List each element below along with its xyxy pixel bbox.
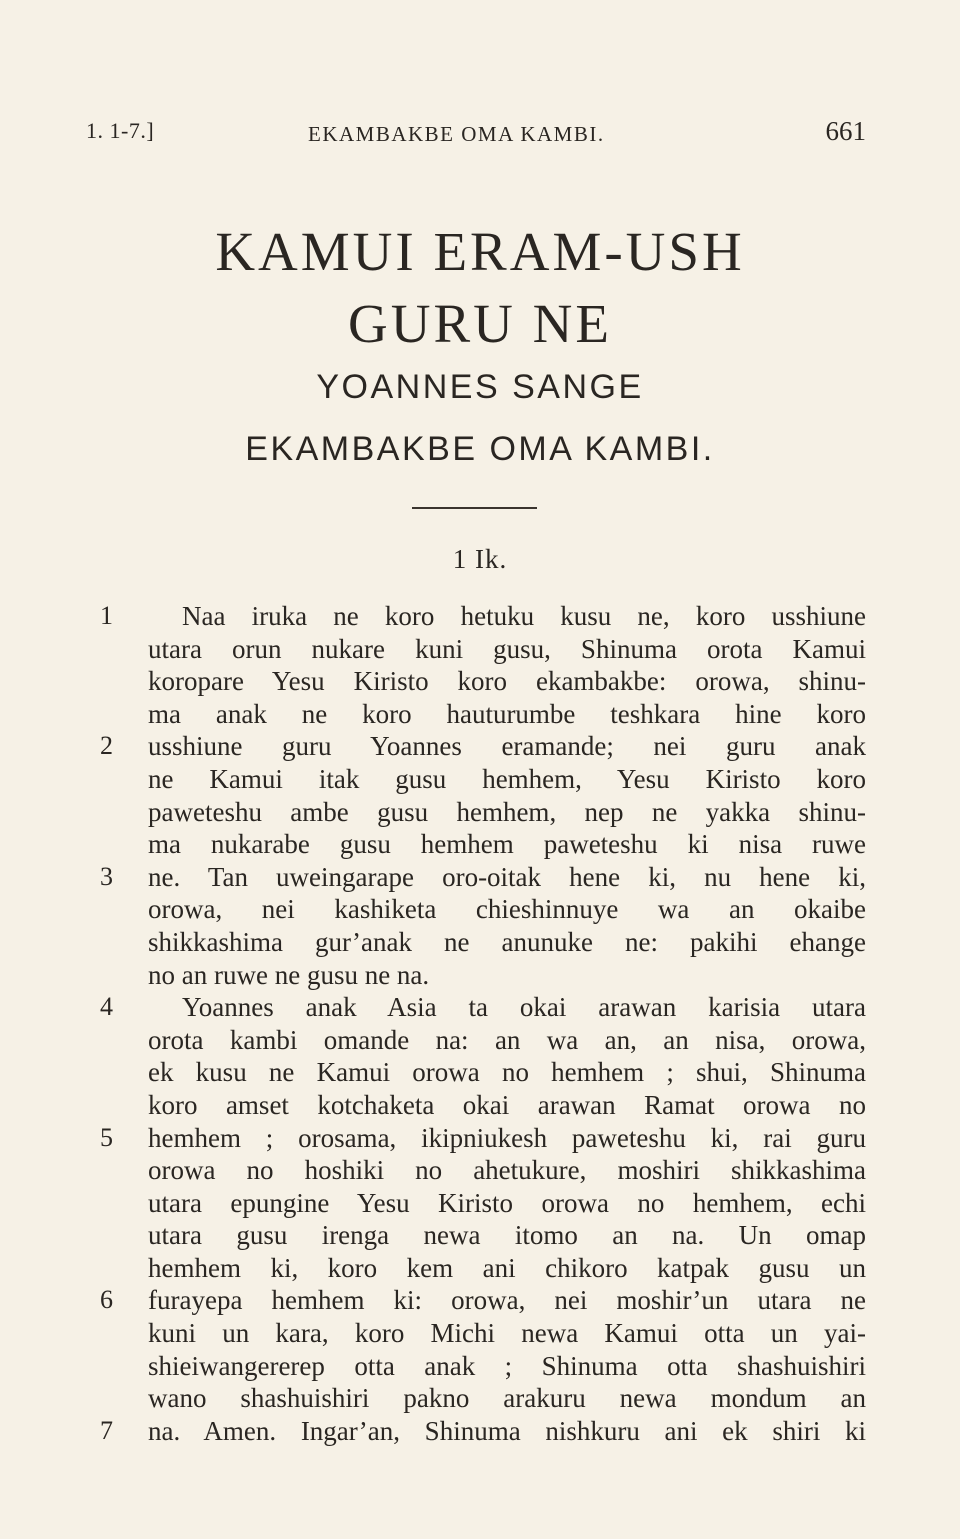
- book-title-line-2: GURU NE: [348, 293, 612, 354]
- verse-number: 2: [100, 731, 113, 761]
- verse-number: 6: [100, 1285, 113, 1315]
- line-text: hemhem ; orosama, ikipniukesh paweteshu ki, rai guru: [148, 1122, 866, 1153]
- text-line: [100, 861, 866, 894]
- line-text: utara epungine Yesu Kiristo orowa no hemhem, echi: [148, 1187, 866, 1218]
- text-line: [100, 730, 866, 763]
- book-subtitle-line-2: EKAMBAKBE OMA KAMBI.: [245, 430, 715, 468]
- text-line: [148, 1219, 866, 1252]
- text-line: [100, 1284, 866, 1317]
- line-text: ne Kamui itak gusu hemhem, Yesu Kiristo koro: [148, 763, 866, 794]
- line-text: Naa iruka ne koro hetuku kusu ne, koro usshiune: [182, 601, 866, 631]
- verse-number: 5: [100, 1122, 113, 1152]
- line-text: wano shashuishiri pakno arakuru newa mondum an: [148, 1383, 866, 1414]
- text-line: [148, 1187, 866, 1220]
- title-divider: [412, 507, 537, 509]
- text-line: [148, 1154, 866, 1187]
- chapter-verse-reference: 1. 1-7.]: [86, 118, 155, 143]
- text-line: [100, 1415, 866, 1448]
- line-text: furayepa hemhem ki: orowa, nei moshir’un utara ne: [148, 1285, 866, 1316]
- text-line: [148, 1024, 866, 1057]
- running-title: EKAMBAKBE OMA KAMBI.: [308, 122, 605, 146]
- text-line: [148, 698, 866, 731]
- line-text: ma anak ne koro hauturumbe teshkara hine koro: [148, 698, 866, 729]
- line-text: shieiwangererep otta anak ; Shinuma otta shashuishiri: [148, 1350, 866, 1381]
- text-line: [148, 926, 866, 959]
- line-text: ek kusu ne Kamui orowa no hemhem ; shui, Shinuma: [148, 1057, 866, 1088]
- text-line: [148, 633, 866, 666]
- text-line: [148, 1382, 866, 1415]
- line-text: na. Amen. Ingar’an, Shinuma nishkuru ani ek shiri ki: [148, 1415, 866, 1446]
- scripture-text: [100, 600, 866, 1447]
- line-text: hemhem ki, koro kem ani chikoro katpak gusu un: [148, 1252, 866, 1283]
- book-subtitle-line-1: YOANNES SANGE: [316, 368, 644, 406]
- line-text: ma nukarabe gusu hemhem paweteshu ki nisa ruwe: [148, 829, 866, 860]
- verse-number: 3: [100, 861, 113, 891]
- page-number: 661: [825, 116, 866, 146]
- text-line: [100, 600, 866, 633]
- running-header: [86, 116, 866, 156]
- verse-number: 4: [100, 992, 113, 1022]
- line-text: paweteshu ambe gusu hemhem, nep ne yakka shinu-: [148, 796, 866, 827]
- text-line: [148, 796, 866, 829]
- line-text: orowa, nei kashiketa chieshinnuye wa an okaibe: [148, 894, 866, 925]
- line-text: kuni un kara, koro Michi newa Kamui otta un yai-: [148, 1318, 866, 1349]
- text-line: [148, 1056, 866, 1089]
- book-title-line-1: KAMUI ERAM-USH: [215, 221, 745, 282]
- text-line: [148, 665, 866, 698]
- line-text: utara gusu irenga newa itomo an na. Un omap: [148, 1220, 866, 1251]
- text-line: [148, 763, 866, 796]
- text-line: [148, 1350, 866, 1383]
- line-text: no an ruwe ne gusu ne na.: [148, 959, 430, 990]
- text-line: [148, 959, 866, 992]
- line-text: Yoannes anak Asia ta okai arawan karisia utara: [182, 992, 866, 1023]
- line-text: usshiune guru Yoannes eramande; nei guru anak: [148, 731, 866, 762]
- line-text: shikkashima gur’anak ne anunuke ne: pakihi ehange: [148, 926, 866, 957]
- text-line: [100, 1122, 866, 1155]
- book-title: [0, 222, 960, 354]
- text-line: [148, 1252, 866, 1285]
- text-line: [148, 1317, 866, 1350]
- text-line: [148, 893, 866, 926]
- line-text: orota kambi omande na: an wa an, an nisa, orowa,: [148, 1024, 866, 1055]
- verse-number: 7: [100, 1415, 113, 1445]
- line-text: utara orun nukare kuni gusu, Shinuma orota Kamui: [148, 633, 866, 664]
- text-line: [148, 1089, 866, 1122]
- line-text: ne. Tan uweingarape oro-oitak hene ki, nu hene ki,: [148, 861, 866, 892]
- verse-number: 1: [100, 601, 113, 630]
- line-text: koro amset kotchaketa okai arawan Ramat orowa no: [148, 1089, 866, 1120]
- text-line: [100, 991, 866, 1024]
- chapter-heading: 1 Ik.: [452, 544, 508, 574]
- line-text: orowa no hoshiki no ahetukure, moshiri shikkashima: [148, 1155, 866, 1186]
- line-text: koropare Yesu Kiristo koro ekambakbe: orowa, shinu-: [148, 666, 866, 697]
- text-line: [148, 828, 866, 861]
